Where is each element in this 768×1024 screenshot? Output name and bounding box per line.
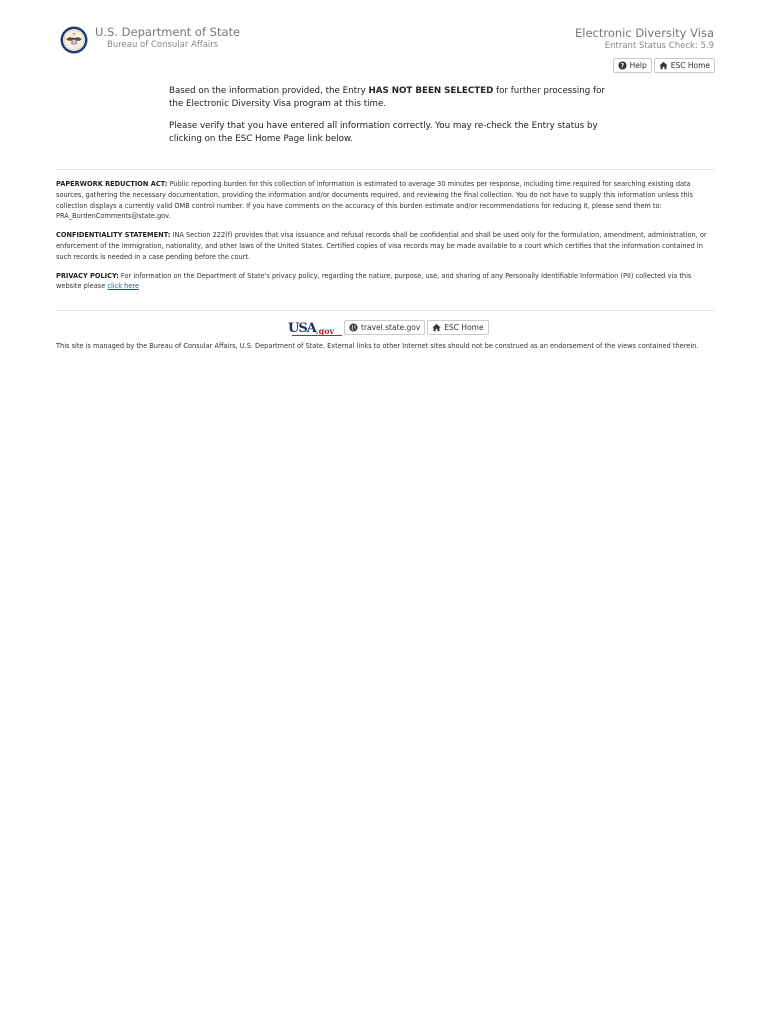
verify-message: Please verify that you have entered all information correctly. You may re-check the Entry status by clicking on the ESC Home Page link below. bbox=[169, 121, 598, 144]
travel-state-gov-label: travel.state.gov bbox=[361, 322, 421, 332]
esc-home-button[interactable] bbox=[654, 58, 715, 73]
globe-icon bbox=[349, 323, 358, 332]
paperwork-label: PAPERWORK REDUCTION ACT: bbox=[56, 180, 168, 188]
app-subtitle: Entrant Status Check: 5.9 bbox=[604, 41, 714, 51]
agency-title: U.S. Department of State bbox=[95, 25, 241, 39]
usagov-underline bbox=[292, 335, 342, 336]
status-highlight: HAS NOT BEEN SELECTED bbox=[368, 86, 494, 96]
confidentiality-label: CONFIDENTIALITY STATEMENT: bbox=[56, 231, 171, 240]
confidentiality-text: INA Section 222(f) provides that visa issuance and refusal records shall be confidential and shall be used only for the formulation, amendment, administration, or enforcement of the immigration, nationality, and other laws of the United States. Certified copies of visa records may be made available to a court which certifies that the information contained in such records is needed in a case pending before the court. bbox=[56, 231, 707, 261]
app-title-block bbox=[575, 27, 714, 52]
help-button-label: Help bbox=[629, 60, 647, 70]
usagov-logo-suffix: .gov bbox=[315, 326, 335, 336]
status-message bbox=[169, 85, 609, 111]
home-icon bbox=[432, 323, 441, 332]
usagov-logo-main: USA bbox=[288, 321, 316, 336]
svg-text:?: ? bbox=[620, 62, 624, 70]
paperwork-reduction-act bbox=[56, 179, 716, 222]
divider-bottom bbox=[55, 310, 715, 311]
department-of-state-seal-icon bbox=[60, 26, 88, 54]
legal-statements bbox=[56, 179, 716, 300]
agency-subtitle: Bureau of Consular Affairs bbox=[107, 40, 219, 50]
help-button[interactable] bbox=[613, 58, 652, 73]
paperwork-text: Public reporting burden for this collection of information is estimated to average 30 minutes per response, including time required for searching existing data sources, gathering the necessary documentation, providing the information and/or documents required, and reviewing the final collection. You do not have to supply this information unless this collection displays a currently valid OMB control number. If you have comments on the accuracy of this burden estimate and/or recommendations for reducing it, please send them to: PRA_BurdenComments@state.gov. bbox=[56, 180, 693, 221]
question-circle-icon bbox=[618, 61, 627, 70]
footer-esc-home-button[interactable] bbox=[427, 320, 488, 335]
footer-links bbox=[288, 319, 489, 336]
divider-top bbox=[55, 169, 715, 170]
usagov-logo[interactable] bbox=[288, 319, 342, 336]
site-managed-notice: This site is managed by the Bureau of Consular Affairs, U.S. Department of State. External links to other Internet sites should not be construed as an endorsement of the views contained therein. bbox=[56, 342, 699, 350]
footer-esc-home-label: ESC Home bbox=[444, 322, 484, 332]
agency-block bbox=[95, 26, 240, 51]
travel-state-gov-button[interactable] bbox=[344, 320, 425, 335]
privacy-label: PRIVACY POLICY: bbox=[56, 271, 119, 280]
privacy-policy-link[interactable]: click here bbox=[107, 282, 140, 291]
header-buttons bbox=[613, 58, 715, 73]
confidentiality-statement bbox=[56, 230, 716, 262]
status-text-after: for further processing for the Electronic Diversity Visa program at this time. bbox=[169, 86, 606, 109]
home-icon bbox=[659, 61, 668, 70]
app-title: Electronic Diversity Visa bbox=[574, 26, 714, 40]
privacy-text: For information on the Department of State's privacy policy, regarding the nature, purpose, use, and sharing of any Personally Identifiable Information (PII) collected via this website please bbox=[56, 271, 692, 291]
esc-home-button-label: ESC Home bbox=[670, 60, 710, 70]
privacy-policy bbox=[56, 271, 716, 293]
status-text-before: Based on the information provided, the Entry bbox=[169, 86, 369, 96]
status-result bbox=[169, 85, 609, 155]
